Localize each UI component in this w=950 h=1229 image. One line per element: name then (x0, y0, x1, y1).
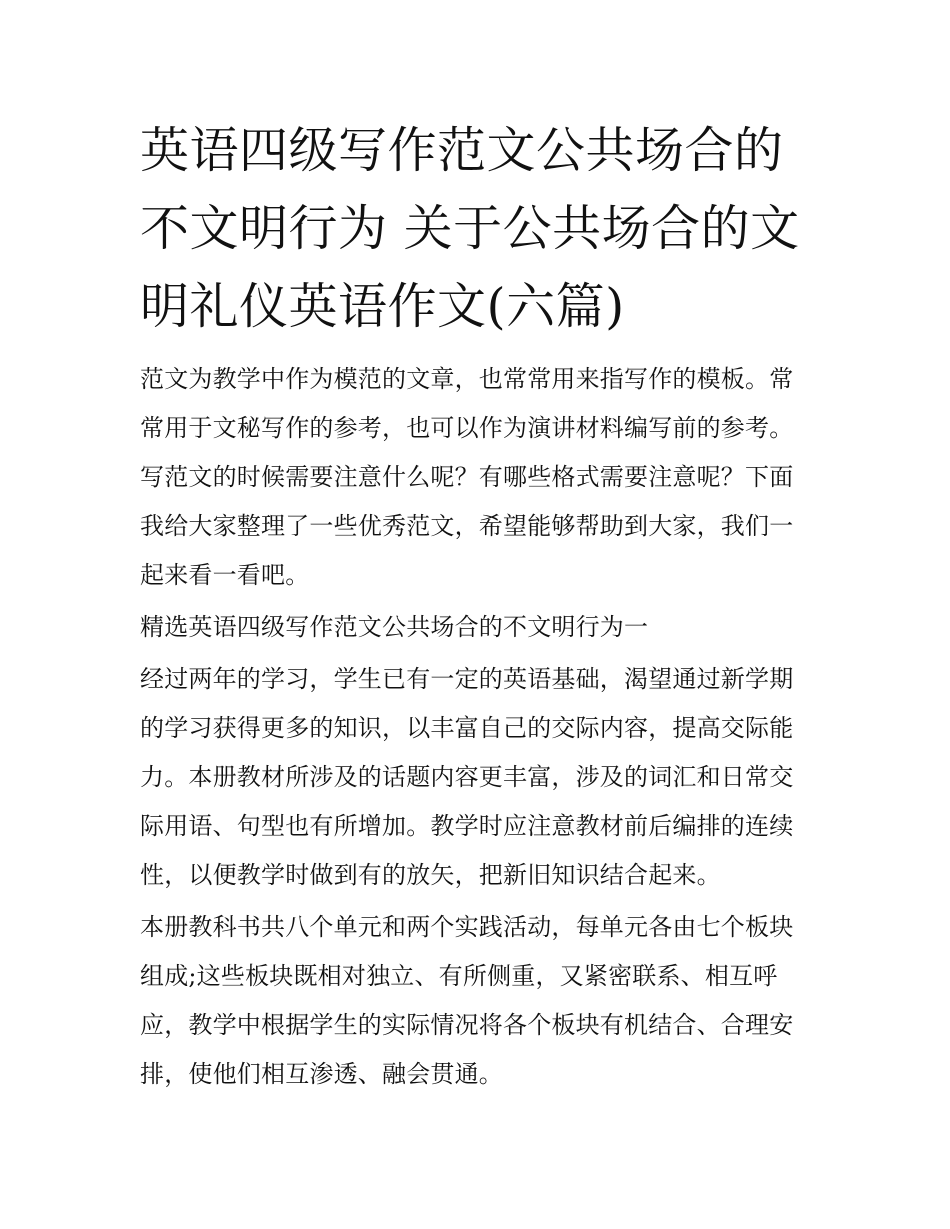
intro-line: 范文为教学中作为模范的文章，也常常用来指写作的模板。常 (140, 365, 794, 393)
section-heading (140, 603, 812, 652)
intro-line: 我给大家整理了一些优秀范文，希望能够帮助到大家，我们一 (140, 512, 794, 540)
title-line: 英语四级写作范文公共场合的 (140, 122, 784, 179)
document-body (140, 355, 812, 1099)
paragraph-line: 排，使他们相互渗透、融会贯通。 (140, 1060, 503, 1088)
title-line: 明礼仪英语作文(六篇) (140, 278, 625, 335)
body-paragraph-1 (140, 655, 812, 900)
document-title (140, 112, 812, 346)
paragraph-line: 性，以便教学时做到有的放矢，把新旧知识结合起来。 (140, 861, 721, 889)
intro-line: 起来看一看吧。 (140, 561, 310, 589)
body-paragraph-2 (140, 903, 812, 1099)
paragraph-line: 际用语、句型也有所增加。教学时应注意教材前后编排的连续 (140, 812, 794, 840)
section-heading-text: 精选英语四级写作范文公共场合的不文明行为一 (140, 613, 649, 641)
intro-line: 写范文的时候需要注意什么呢？有哪些格式需要注意呢？下面 (140, 463, 794, 491)
paragraph-line: 的学习获得更多的知识，以丰富自己的交际内容，提高交际能 (140, 714, 794, 742)
title-line: 不文明行为 关于公共场合的文 (140, 200, 800, 257)
paragraph-line: 本册教科书共八个单元和两个实践活动，每单元各由七个板块 (140, 913, 794, 941)
intro-line: 常用于文秘写作的参考，也可以作为演讲材料编写前的参考。 (140, 414, 794, 442)
paragraph-line: 经过两年的学习，学生已有一定的英语基础，渴望通过新学期 (140, 665, 794, 693)
paragraph-line: 组成;这些板块既相对独立、有所侧重，又紧密联系、相互呼 (140, 962, 778, 990)
paragraph-line: 力。本册教材所涉及的话题内容更丰富，涉及的词汇和日常交 (140, 763, 794, 791)
paragraph-line: 应，教学中根据学生的实际情况将各个板块有机结合、合理安 (140, 1011, 794, 1039)
intro-paragraph (140, 355, 812, 600)
